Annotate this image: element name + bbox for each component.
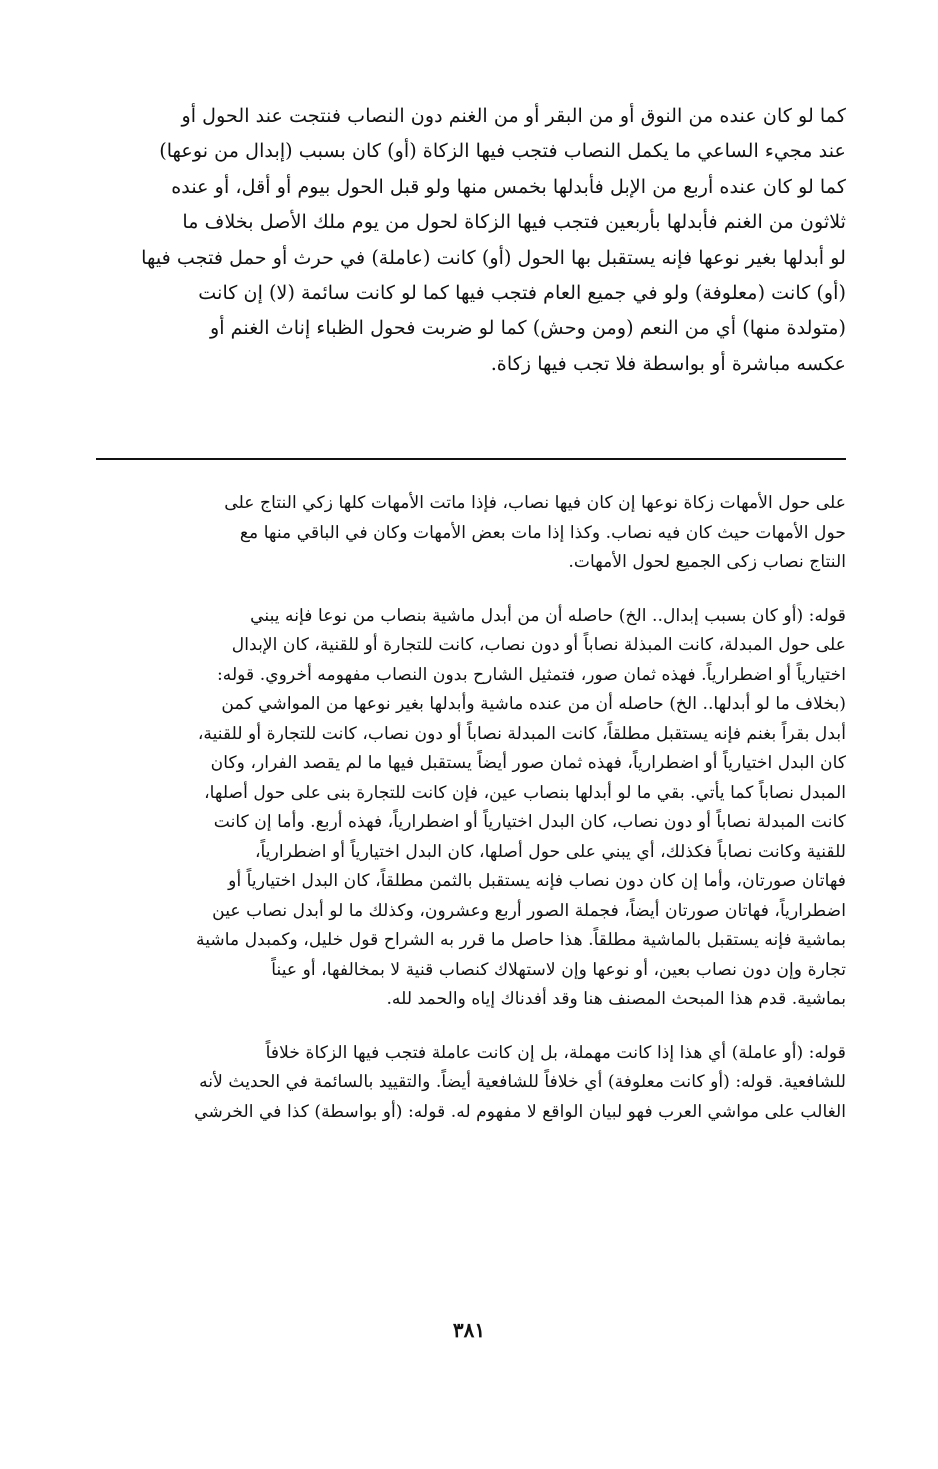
main-text-line: عكسه مباشرة أو بواسطة فلا تجب فيها زكاة. — [490, 351, 846, 375]
footnote-line: حول الأمهات حيث كان فيه نصاب. وكذا إذا مات بعض الأمهات وكان في الباقي منها مع — [239, 522, 846, 543]
footnote-line: اختيارياً أو اضطرارياً. فهذه ثمان صور، فتمثيل الشارح بدون النصاب مفهومه أخروي. قوله: — [216, 664, 846, 685]
footnote-line: قوله: (أو كان بسبب إبدال.. الخ) حاصله أن من أبدل ماشية بنصاب من نوعا فإنه يبني — [250, 605, 846, 626]
footnote-line: للقنية وكانت نصاباً فكذلك، أي يبني على حول أصلها، كان البدل اختيارياً أو اضطرارياً، — [254, 841, 846, 862]
main-text-line: (أو) كانت (معلوفة) ولو في جميع العام فتجب فيها كما لو كانت سائمة (لا) إن كانت — [198, 281, 846, 305]
footnote-paragraph — [96, 1039, 846, 1128]
main-text-line: كما لو كان عنده أربع من الإبل فأبدلها بخمس منها ولو قبل الحول بيوم أو أقل، أو عنده — [171, 174, 846, 198]
footnote-line: المبدل نصاباً كما يأتي. بقي ما لو أبدلها بنصاب عين، فإن كانت للتجارة بنى على حول أصلها، — [204, 782, 846, 803]
footnote-line: للشافعية. قوله: (أو كانت معلوفة) أي خلافاً للشافعية أيضاً. والتقييد بالسائمة في الحديث لأنه — [199, 1072, 846, 1092]
main-text-line: (متولدة منها) أي من النعم (ومن وحش) كما لو ضربت فحول الظباء إناث الغنم أو — [209, 316, 846, 340]
footnote-line: الغالب على مواشي العرب فهو لبيان الواقع لا مفهوم له. قوله: (أو بواسطة) كذا في الخرشي — [194, 1101, 846, 1122]
main-text-line: ثلاثون من الغنم فأبدلها بأربعين فتجب فيها الزكاة لحول من يوم ملك الأصل بخلاف ما — [182, 210, 846, 234]
main-text-block — [96, 98, 846, 381]
footnote-line: بماشية فإنه يستقبل بالماشية مطلقاً. هذا حاصل ما قرر به الشراح قول خليل، وكمبدل ماشية — [195, 930, 846, 950]
footnote-line: كان البدل اختيارياً أو اضطرارياً، فهذه ثمان صور أيضاً يستقبل فيها ما لم يقصد الفرار، وكان — [210, 753, 846, 773]
footnote-line: (بخلاف ما لو أبدلها.. الخ) حاصله أن من عنده ماشية وأبدلها بغير نوعها من المواشي كمن — [221, 694, 846, 714]
footnote-line: كانت المبدلة نصاباً أو دون نصاب، كان البدل اختيارياً أو اضطرارياً، فهذه أربع. وأما إن كانت — [213, 812, 846, 832]
page-number: ٣٨١ — [452, 1318, 486, 1342]
footnote-line: على حول المبدلة، كانت المبذلة نصاباً أو دون نصاب، كانت للتجارة أو للقنية، كان الإبدال — [231, 635, 846, 655]
main-text-line: كما لو كان عنده من النوق أو من البقر أو من الغنم دون النصاب فنتجت عند الحول أو — [181, 104, 846, 127]
footnote-line: النتاج نصاب زكى الجميع لحول الأمهات. — [568, 552, 846, 572]
footnote-paragraph — [96, 602, 846, 1015]
main-text-line: لو أبدلها بغير نوعها فإنه يستقبل بها الحول (أو) كانت (عاملة) في حرث أو حمل فتجب فيها — [141, 245, 846, 269]
footnotes-block — [96, 489, 846, 1151]
footnote-line: بماشية. قدم هذا المبحث المصنف هنا وقد أفدناك إياه والحمد لله. — [386, 989, 846, 1009]
footnote-line: اضطرارياً، فهاتان صورتان أيضاً، فجملة الصور أربع وعشرون، وكذلك ما لو أبدل نصاب عين — [212, 900, 846, 921]
footnote-line: تجارة وإن دون نصاب بعين، أو نوعها وإن لاستهلاك كنصاب قنية لا بمخالفها، أو عيناً — [271, 959, 846, 980]
footnote-line: قوله: (أو عاملة) أي هذا إذا كانت مهملة، بل إن كانت عاملة فتجب فيها الزكاة خلافاً — [265, 1042, 846, 1063]
footnote-line: أبدل بقراً بغنم فإنه يستقبل مطلقاً، كانت المبدلة نصاباً أو دون نصاب، كانت للتجارة أو للقنية، — [197, 723, 846, 744]
footnote-paragraph — [96, 489, 846, 578]
footnote-line: فهاتان صورتان، وأما إن كان دون نصاب فإنه يستقبل بالثمن مطلقاً، كان البدل اختيارياً أو — [228, 871, 846, 891]
footnote-line: على حول الأمهات زكاة نوعها إن كان فيها نصاب، فإذا ماتت الأمهات كلها زكي النتاج على — [224, 493, 846, 513]
main-text-line: عند مجيء الساعي ما يكمل النصاب فتجب فيها الزكاة (أو) كان بسبب (إبدال من نوعها) — [159, 139, 846, 163]
footnote-separator — [96, 458, 846, 460]
